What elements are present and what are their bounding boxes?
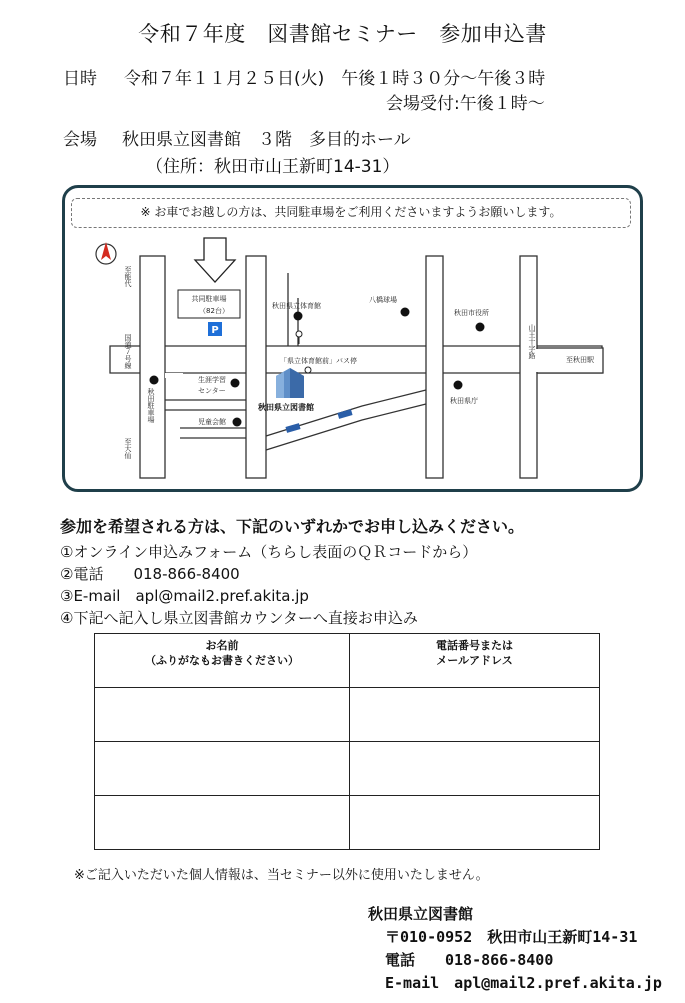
to-ouchi-label: 至大仙: [124, 438, 132, 459]
lifelong-label-1: 生涯学習: [198, 376, 226, 384]
sanno-label: 山王十字路: [528, 324, 536, 359]
name-cell[interactable]: [95, 688, 350, 742]
name-header-line1: お名前: [205, 639, 239, 652]
application-form-table: [94, 633, 600, 850]
apply-item: ①オンライン申込みフォーム（ちらし表面のＱＲコードから）: [60, 543, 478, 561]
privacy-note: ※ご記入いただいた個人情報は、当セミナー以外に使用いたしません。: [74, 868, 489, 883]
city-office-label: 秋田市役所: [454, 309, 489, 317]
contact-phone: 電話 018-866-8400: [385, 951, 554, 969]
hachibashi-label: 八橋球場: [369, 296, 397, 304]
contact-email: E-mail apl@mail2.pref.akita.jp: [385, 974, 662, 992]
table-row: [95, 688, 600, 742]
contact-column-header: [350, 634, 600, 688]
venue-address: （住所：秋田市山王新町14-31）: [146, 157, 400, 177]
table-row: [95, 742, 600, 796]
lifelong-label-2: センター: [198, 387, 226, 395]
apply-item: ④下記へ記入し県立図書館カウンターへ直接お申込み: [60, 609, 418, 627]
library-map-label: 秋田県立図書館: [258, 403, 314, 412]
akita-station-side-label: 秋田駐車場: [147, 388, 155, 423]
to-noshiro-label: 至能代: [124, 266, 132, 287]
contact-cell[interactable]: [350, 688, 600, 742]
name-cell[interactable]: [95, 796, 350, 850]
contact-cell[interactable]: [350, 742, 600, 796]
parking-count: （82台）: [199, 307, 229, 315]
venue-label: 会場: [63, 130, 97, 150]
route7-label: 国道７号線: [124, 334, 132, 369]
apply-heading: 参加を希望される方は、下記のいずれかでお申し込みください。: [60, 517, 525, 536]
access-map: [62, 228, 643, 490]
reception-time: 会場受付:午後１時～: [386, 94, 545, 114]
page-title: 令和７年度 図書館セミナー 参加申込書: [138, 22, 547, 46]
datetime-label: 日時: [63, 69, 97, 89]
contact-header-line2: メールアドレス: [436, 654, 513, 667]
gym-label: 秋田県立体育館: [272, 302, 321, 310]
parking-notice: ※ お車でお越しの方は、共同駐車場をご利用くださいますようお願いします。: [71, 198, 631, 228]
contact-address: 〒010-0952 秋田市山王新町14-31: [385, 928, 638, 946]
parking-icon: P: [211, 325, 219, 336]
to-station-label: 至秋田駅: [566, 356, 594, 364]
datetime-value: 令和７年１１月２５日(火) 午後１時３０分～午後３時: [124, 69, 546, 89]
apply-item: ③E-mail apl@mail2.pref.akita.jp: [60, 587, 309, 605]
pref-office-label: 秋田県庁: [450, 397, 478, 405]
apply-item: ②電話 018-866-8400: [60, 565, 240, 583]
table-row: [95, 796, 600, 850]
name-header-line2: （ふりがなもお書きください）: [145, 654, 299, 667]
contact-org: 秋田県立図書館: [368, 905, 474, 923]
contact-cell[interactable]: [350, 796, 600, 850]
children-label: 児童会館: [198, 418, 226, 426]
name-cell[interactable]: [95, 742, 350, 796]
venue-value: 秋田県立図書館 ３階 多目的ホール: [122, 130, 411, 150]
bus-stop-label: 「県立体育館前」バス停: [280, 357, 357, 365]
name-column-header: [95, 634, 350, 688]
contact-header-line1: 電話番号または: [436, 639, 513, 652]
parking-label: 共同駐車場: [191, 295, 227, 303]
